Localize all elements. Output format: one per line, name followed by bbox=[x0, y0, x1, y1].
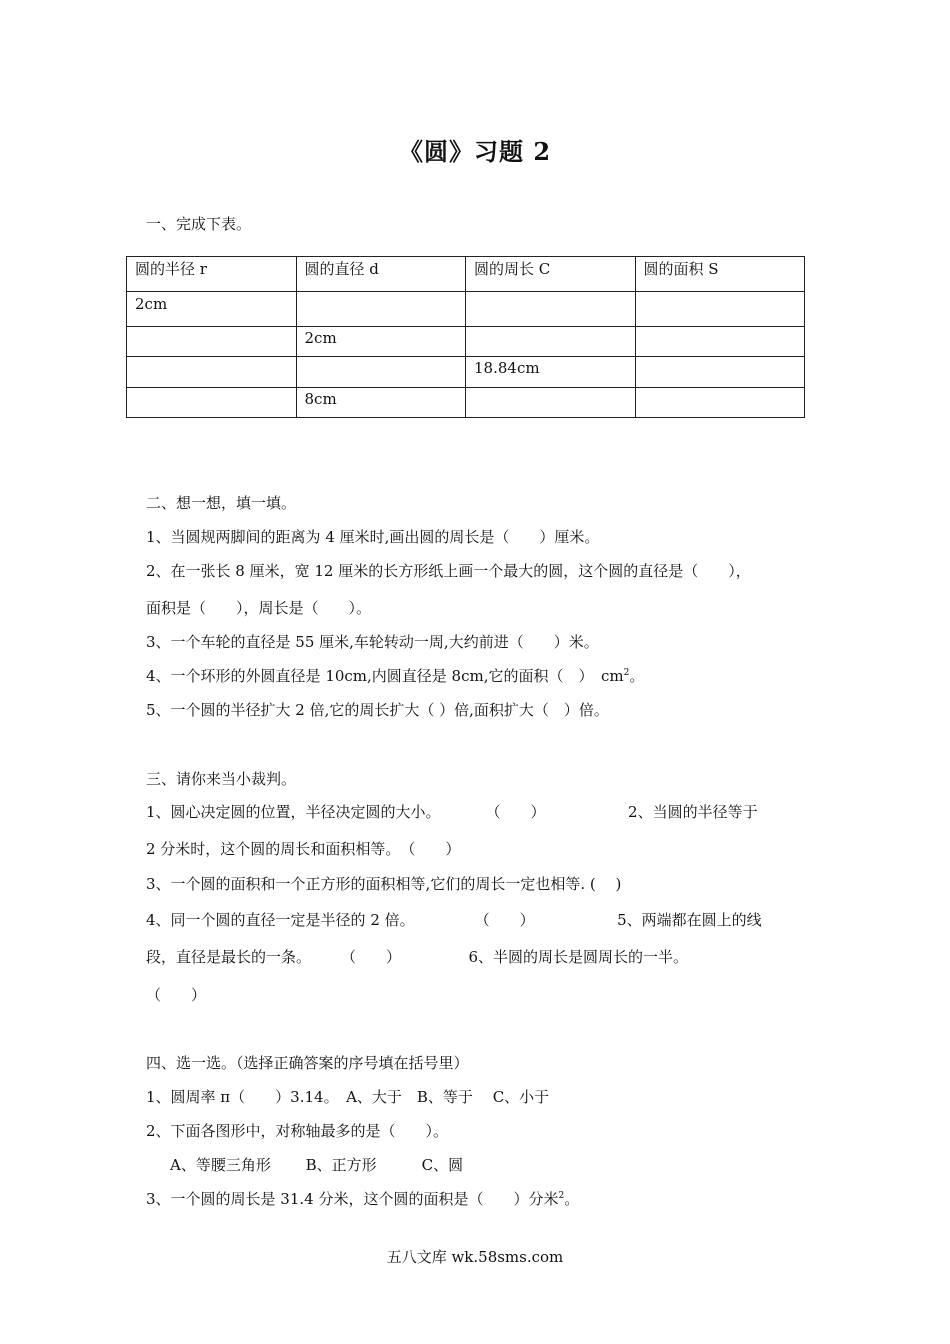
circle-table bbox=[126, 256, 805, 418]
table-cell: 8cm bbox=[296, 388, 466, 418]
table-cell: 2cm bbox=[127, 292, 297, 327]
section2-question-2-continued: 面积是（ ），周长是（ ）。 bbox=[146, 599, 372, 617]
table-row bbox=[127, 327, 805, 357]
table-cell bbox=[635, 388, 805, 418]
table-cell bbox=[466, 327, 636, 357]
section2-question-5: 5、一个圆的半径扩大 2 倍,它的周长扩大（ ）倍,面积扩大（ ）倍。 bbox=[146, 701, 609, 719]
section4-question-2-options: A、等腰三角形 B、正方形 C、圆 bbox=[170, 1156, 464, 1174]
table-header-cell: 圆的周长 C bbox=[466, 257, 636, 292]
table-row bbox=[127, 357, 805, 388]
table-header-cell: 圆的面积 S bbox=[635, 257, 805, 292]
section3-heading: 三、请你来当小裁判。 bbox=[146, 770, 297, 788]
table-cell bbox=[635, 357, 805, 388]
superscript: 2 bbox=[558, 1191, 565, 1201]
section2-question-2: 2、在一张长 8 厘米，宽 12 厘米的长方形纸上画一个最大的圆，这个圆的直径是（ ）， bbox=[146, 562, 751, 580]
page-title: 《圆》习题 2 bbox=[398, 137, 552, 166]
question-text: 4、一个环形的外圆直径是 10cm,内圆直径是 8cm,它的面积（ ） cm bbox=[146, 667, 624, 685]
section4-heading: 四、选一选。（选择正确答案的序号填在括号里） bbox=[146, 1054, 469, 1072]
table-cell bbox=[466, 388, 636, 418]
table-cell bbox=[127, 388, 297, 418]
section3-line-1: 1、圆心决定圆的位置，半径决定圆的大小。 （ ） 2、当圆的半径等于 bbox=[146, 803, 758, 821]
section2-question-1: 1、当圆规两脚间的距离为 4 厘米时,画出圆的周长是（ ）厘米。 bbox=[146, 528, 600, 546]
section3-line-5: 段，直径是最长的一条。 （ ） 6、半圆的周长是圆周长的一半。 bbox=[146, 948, 689, 966]
table-header-row bbox=[127, 257, 805, 292]
superscript: 2 bbox=[623, 668, 630, 678]
section4-question-3 bbox=[146, 1188, 579, 1209]
section2-heading: 二、想一想，填一填。 bbox=[146, 494, 297, 512]
table-cell bbox=[127, 327, 297, 357]
table-cell bbox=[296, 292, 466, 327]
section1-heading: 一、完成下表。 bbox=[146, 215, 252, 233]
section4-question-2: 2、下面各图形中，对称轴最多的是（ ）。 bbox=[146, 1122, 449, 1140]
section2-question-4 bbox=[146, 665, 644, 686]
table-cell: 18.84cm bbox=[466, 357, 636, 388]
section4-question-1: 1、圆周率 π（ ）3.14。 A、大于 B、等于 C、小于 bbox=[146, 1088, 550, 1106]
table-cell: 2cm bbox=[296, 327, 466, 357]
section2-question-3: 3、一个车轮的直径是 55 厘米,车轮转动一周,大约前进（ ）米。 bbox=[146, 633, 599, 651]
section3-line-2: 2 分米时，这个圆的周长和面积相等。 （ ） bbox=[146, 840, 461, 858]
section3-line-6: （ ） bbox=[146, 986, 207, 1004]
table-cell bbox=[296, 357, 466, 388]
question-text-end: 。 bbox=[564, 1190, 580, 1208]
page-footer: 五八文库 wk.58sms.com bbox=[386, 1248, 564, 1266]
section3-line-4: 4、同一个圆的直径一定是半径的 2 倍。 （ ） 5、两端都在圆上的线 bbox=[146, 911, 762, 929]
table-cell bbox=[466, 292, 636, 327]
table-cell bbox=[635, 292, 805, 327]
table-row bbox=[127, 388, 805, 418]
table-row bbox=[127, 292, 805, 327]
table-cell bbox=[635, 327, 805, 357]
table-header-cell: 圆的半径 r bbox=[127, 257, 297, 292]
section3-line-3: 3、一个圆的面积和一个正方形的面积相等,它们的周长一定也相等. ( ) bbox=[146, 875, 622, 893]
table-cell bbox=[127, 357, 297, 388]
question-text-end: 。 bbox=[629, 667, 645, 685]
table-header-cell: 圆的直径 d bbox=[296, 257, 466, 292]
question-text: 3、一个圆的周长是 31.4 分米，这个圆的面积是（ ）分米 bbox=[146, 1190, 559, 1208]
